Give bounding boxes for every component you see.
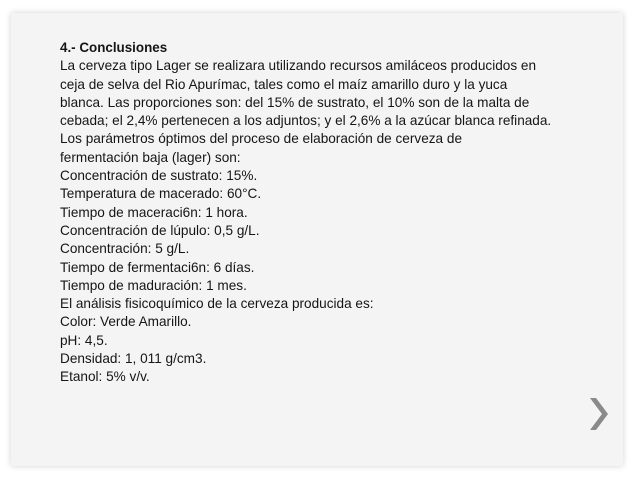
- param-item: Concentración de lúpulo: 0,5 g/L.: [60, 222, 260, 238]
- param-item: Concentración: 5 g/L.: [60, 241, 190, 257]
- intro-line: ceja de selva del Rio Apurímac, tales como el maíz amarillo duro y la yuca: [60, 76, 508, 92]
- params-intro: [60, 130, 595, 167]
- params-intro-line: fermentación baja (lager) son:: [60, 149, 241, 165]
- slide-content: [60, 39, 595, 387]
- analysis-intro: El análisis fisicoquímico de la cerveza producida es:: [60, 296, 374, 312]
- analysis-list: [60, 313, 595, 386]
- intro-line: blanca. Las proporciones son: del 15% de sustrato, el 10% son de la malta de: [60, 94, 530, 110]
- param-item: Tiempo de fermentaci6n: 6 días.: [60, 259, 255, 275]
- intro-paragraph: [60, 57, 595, 130]
- next-slide-button[interactable]: [588, 396, 610, 432]
- chevron-right-icon: [588, 396, 610, 432]
- analysis-item: Color: Verde Amarillo.: [60, 314, 192, 330]
- params-intro-line: Los parámetros óptimos del proceso de elaboración de cerveza de: [60, 131, 463, 147]
- param-item: Temperatura de macerado: 60°C.: [60, 186, 262, 202]
- slide-heading: 4.- Conclusiones: [60, 40, 168, 55]
- param-item: Concentración de sustrato: 15%.: [60, 168, 258, 184]
- intro-line: cebada; el 2,4% pertenecen a los adjuntos; y el 2,6% a la azúcar blanca refinada.: [60, 113, 552, 129]
- param-item: Tiempo de maduración: 1 mes.: [60, 277, 247, 293]
- analysis-item: Etanol: 5% v/v.: [60, 369, 150, 385]
- analysis-item: pH: 4,5.: [60, 332, 108, 348]
- intro-line: La cerveza tipo Lager se realizara utilizando recursos amiláceos producidos en: [60, 58, 537, 74]
- params-list: [60, 167, 595, 295]
- analysis-item: Densidad: 1, 011 g/cm3.: [60, 351, 207, 367]
- param-item: Tiempo de maceraci6n: 1 hora.: [60, 204, 248, 220]
